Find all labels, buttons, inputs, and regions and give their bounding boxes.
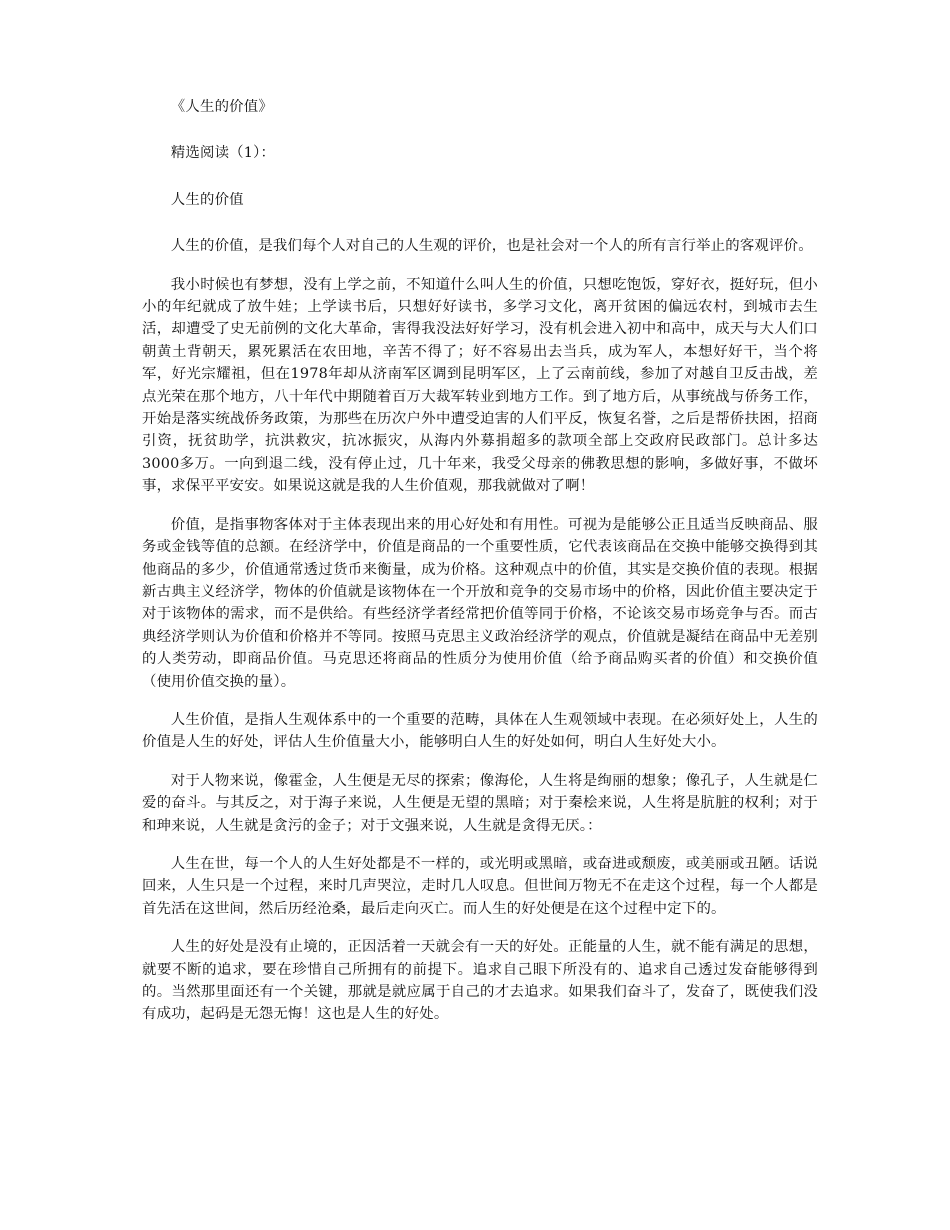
document-body (142, 96, 818, 1042)
paragraph-4: 人生价值，是指人生观体系中的一个重要的范畴，具体在人生观领域中表现。在必须好处上，人生的价值是人生的好处，评估人生价值量大小，能够明白人生的好处如何，明白人生好处大小。 (142, 711, 818, 751)
paragraph-6: 人生在世，每一个人的人生好处都是不一样的，或光明或黑暗，或奋进或颓废，或美丽或丑陋。话说回来，人生只是一个过程，来时几声哭泣，走时几人叹息。但世间万物无不在走这个过程，每一个人都是首先活在这世间，然后历经沧桑，最后走向灭亡。而人生的好处便是在这个过程中定下的。 (142, 855, 818, 917)
paragraph-1: 人生的价值，是我们每个人对自己的人生观的评价，也是社会对一个人的所有言行举止的客观评价。 (170, 238, 813, 255)
paragraph-2: 我小时候也有梦想，没有上学之前，不知道什么叫人生的价值，只想吃饱饭，穿好衣，挺好玩，但小小的年纪就成了放牛娃；上学读书后，只想好好读书，多学习文化，离开贫困的偏远农村，到城市去生活，却遭受了史无前例的文化大革命，害得我没法好好学习，没有机会进入初中和高中，成天与大人们口朝黄土背朝天，累死累活在农田地，辛苦不得了；好不容易出去当兵，成为军人，本想好好干，当个将军，好光宗耀祖，但在1978年却从济南军区调到昆明军区，上了云南前线，参加了对越自卫反击战，差点光荣在那个地方，八十年代中期随着百万大裁军转业到地方工作。到了地方后，从事统战与侨务工作，开始是落实统战侨务政策，为那些在历次户外中遭受迫害的人们平反，恢复名誉，之后是帮侨扶困，招商引资，抚贫助学，抗洪救灾，抗冰振灾，从海内外募捐超多的款项全部上交政府民政部门。总计多达3000多万。一向到退二线，没有停止过，几十年来，我受父母亲的佛教思想的影响，多做好事，不做坏事，求保平平安安。如果说这就是我的人生价值观，那我就做对了啊！ (142, 276, 818, 495)
article-title: 人生的价值 (170, 191, 244, 208)
section-label: 精选阅读（1）： (170, 145, 276, 162)
document-title: 《人生的价值》 (170, 99, 273, 115)
paragraph-7: 人生的好处是没有止境的，正因活着一天就会有一天的好处。正能量的人生，就不能有满足的思想，就要不断的追求，要在珍惜自己所拥有的前提下。追求自己眼下所没有的、追求自己透过发奋能够得到的。当然那里面还有一个关键，那就是就应属于自己的才去追求。如果我们奋斗了，发奋了，既使我们没有成功，起码是无怨无悔！这也是人生的好处。 (142, 939, 818, 1023)
paragraph-3: 价值，是指事物客体对于主体表现出来的用心好处和有用性。可视为是能够公正且适当反映商品、服务或金钱等值的总额。在经济学中，价值是商品的一个重要性质，它代表该商品在交换中能够交换得到其他商品的多少，价值通常透过货币来衡量，成为价格。这种观点中的价值，其实是交换价值的表现。根据新古典主义经济学，物体的价值就是该物体在一个开放和竞争的交易市场中的价格，因此价值主要决定于对于该物体的需求，而不是供给。有些经济学者经常把价值等同于价格，不论该交易市场竞争与否。而古典经济学则认为价值和价格并不等同。按照马克思主义政治经济学的观点，价值就是凝结在商品中无差别的人类劳动，即商品价值。马克思还将商品的性质分为使用价值（给予商品购买者的价值）和交换价值（使用价值交换的量）。 (142, 516, 818, 690)
paragraph-5: 对于人物来说，像霍金，人生便是无尽的探索；像海伦，人生将是绚丽的想象；像孔子，人生就是仁爱的奋斗。与其反之，对于海子来说，人生便是无望的黑暗；对于秦桧来说，人生将是肮脏的权利；对于和珅来说，人生就是贪污的金子；对于文强来说，人生就是贪得无厌。： (142, 772, 818, 834)
